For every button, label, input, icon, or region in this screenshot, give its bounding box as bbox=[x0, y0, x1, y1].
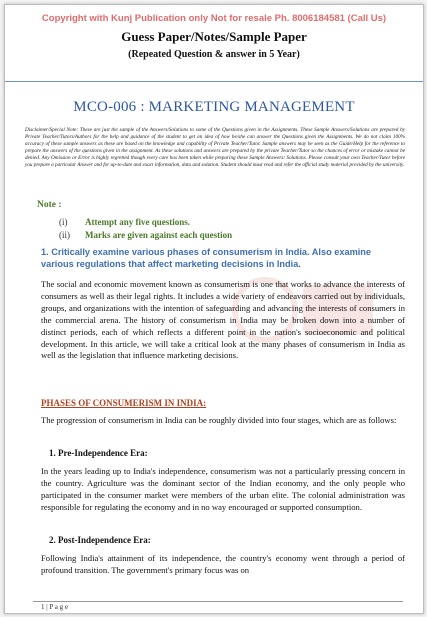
answer-paragraph: The progression of consumerism in India can be roughly divided into four stages, which are as follows: bbox=[41, 415, 397, 425]
note-item-number: (ii) bbox=[59, 230, 70, 240]
section-heading: PHASES OF CONSUMERISM IN INDIA: bbox=[41, 398, 207, 408]
note-item bbox=[59, 217, 190, 227]
disclaimer-text: Disclaimer/Special Note: These are just the sample of the Answers/Solutions to some of the Questions given in the Assignments. These Sample Answers/Solutions are prepared by Private Teacher/Tutors/Authors for the help and guidance of the student to get an idea of how he/she can answer the Questions given the Assignments. We do not claim 100% accuracy of these sample answers as these are based on the knowledge and capability of Private Teacher/Tutor. Sample answers may be seen as the Guide/Help for the reference to prepare the answers of the questions given in the assignment. As these solutions and answers are prepared by the private Teacher/Tutor so the chances of error or mistake cannot be denied. Any Omission or Error is highly regretted though every care has been taken while preparing these Sample Answers/ Solutions. Please consult your own Teacher/Tutor before you prepare a particular Answer and for up-to-date and exact information, data and solution. Student should must read and refer the official study material provided by the university. bbox=[25, 127, 405, 169]
note-item-text: Attempt any five questions. bbox=[85, 217, 190, 227]
header-divider bbox=[5, 81, 423, 82]
footer-divider bbox=[33, 601, 403, 602]
course-title: MCO-006 : MARKETING MANAGEMENT bbox=[73, 99, 355, 115]
document-subtitle: (Repeated Question & answer in 5 Year) bbox=[128, 49, 300, 60]
page-number: 1 | P a g e bbox=[41, 603, 68, 611]
document-title: Guess Paper/Notes/Sample Paper bbox=[121, 29, 307, 44]
answer-paragraph: The social and economic movement known as consumerism is one that works to advance the interests of consumers as well as their legal rights. It includes a wide variety of endeavors carried out by individuals, groups, and organizations with the intention of safeguarding and advancing the interests of consumers in the commercial arena. The history of consumerism in India may be broken down into a number of distinct periods, each of which reflects a different point in the nation's socioeconomic and political development. In this article, we will take a critical look at the many phases of consumerism in India as well as the legislation that influence marketing decisions. bbox=[41, 279, 405, 361]
document-page bbox=[4, 4, 424, 614]
answer-paragraph: In the years leading up to India's independence, consumerism was not a particularly pressing concern in the country. Agriculture was the dominant sector of the Indian economy, and the only people who participated in the consumer market were members of the urban elite. The colonial administration was responsible for regulating the economy and in no way encouraged or supported consumption. bbox=[41, 466, 405, 512]
note-item-number: (i) bbox=[59, 217, 68, 227]
note-label: Note : bbox=[37, 200, 62, 210]
phase-subheading: 1. Pre-Independence Era: bbox=[49, 448, 148, 458]
note-item-text: Marks are given against each question bbox=[85, 230, 233, 240]
question-heading: 1. Critically examine various phases of consumerism in India. Also examine various regulations that affect marketing decisions in India. bbox=[41, 247, 372, 269]
answer-paragraph: Following India's attainment of its independence, the country's economy went through a period of profound transition. The government's primary focus was on bbox=[41, 553, 405, 575]
note-item bbox=[59, 230, 232, 240]
phase-subheading: 2. Post-Independence Era: bbox=[49, 535, 151, 545]
copyright-notice: Copyright with Kunj Publication only Not for resale Ph. 8006184581 (Call Us) bbox=[41, 13, 387, 24]
